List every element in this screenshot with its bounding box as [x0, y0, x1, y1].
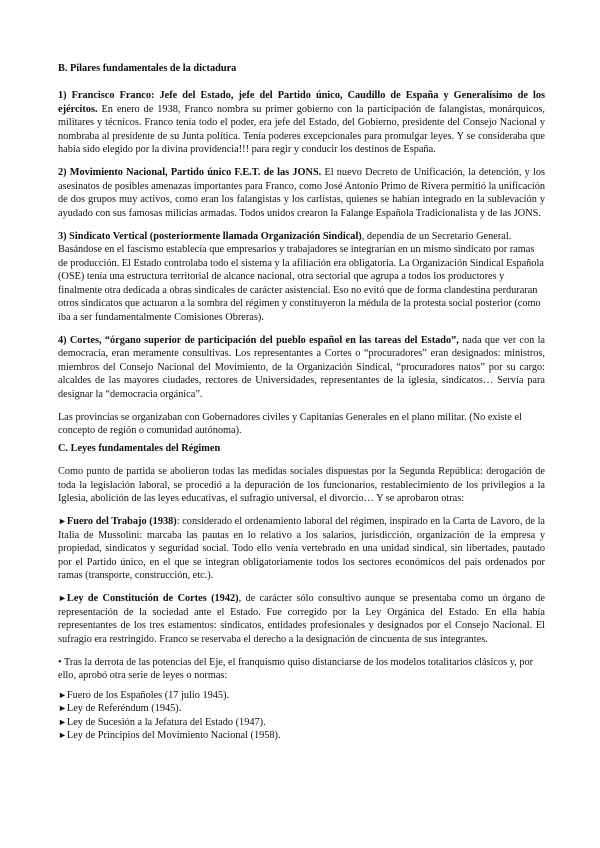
- pillar-franco-body: En enero de 1938, Franco nombra su primer gobierno con la participación de falangistas, monárquicos, militares y técnicos. Franco tenía todo el poder, era jefe del Estado, del Gobierno, presidente del Consejo Nacional y nombraba al presidente de su Junta política. Tenía poderes excepcionales para promulgar leyes. Y se consideraba que había sido elegido por la divina providencia!!! para regir y conducir los destinos de España.: [58, 103, 545, 156]
- law-fuero-trabajo-body: : considerado el ordenamiento laboral del régimen, inspirado en la Carta de Lavoro, de la Italia de Mussolini: marcaba las pautas en lo relativo a los salarios, jurisdicción, organización de la empresa y propiedad, sindicatos y seguridad social. Todo ello venía vertebrado en una unidad sindical, sin libertades, pautado por el Partido único, en el que se integran obligatoriamente todos los sectores económicos del país ordenados por ramas (transporte, construcción, etc.).: [58, 516, 545, 581]
- law-cortes-title: Ley de Constitución de Cortes (1942): [66, 593, 239, 605]
- list-item-text: Fuero de los Españoles (17 julio 1945).: [66, 689, 230, 701]
- list-item-text: Ley de Principios del Movimiento Nacional (1958).: [66, 730, 281, 742]
- later-laws-list: [58, 689, 545, 743]
- law-cortes-body: , de carácter sólo consultivo aunque se presentaba como un órgano de representación de la sociedad ante el Estado. Fue corregido por la Ley Orgánica del Estado. En ella había representantes de los tres estamentos: sindicatos, entidades profesionales y designados por el Consejo Nacional. El sufragio era restringido. Franco se reservaba el derecho a la designación de cincuenta de sus integrantes.: [58, 593, 546, 645]
- arrow-marker-icon: ►: [58, 716, 67, 727]
- list-item: [58, 729, 545, 742]
- pillar-movimiento-title: 2) Movimiento Nacional, Partido único F.E.T. de las JONS.: [58, 167, 322, 179]
- pillar-franco: [58, 89, 545, 156]
- list-item-text: Ley de Referéndum (1945).: [66, 703, 182, 715]
- arrow-marker-icon: ►: [58, 730, 67, 741]
- document-page: [58, 62, 545, 742]
- section-b-heading: B. Pilares fundamentales de la dictadura: [58, 63, 237, 74]
- pillar-cortes-body: nada que ver con la democracia, eran meramente consultivas. Los representantes a Cortes o “procuradores” eran designados: ministros, miembros del Consejo Nacional del Movimiento, de la Organización Sindical, “procuradores natos” por su cargo: alcaldes de las mayores ciudades, rectores de Universidades, representantes de la iglesia, sindicatos… Servía para designar la “democracia orgánica”.: [58, 334, 545, 400]
- pillar-sindicato-body: , dependía de un Secretario General. Basándose en el fascismo establecía que empresarios y trabajadores se integrarían en un mismo sindicato por ramas de producción. El Estado controlaba todo el sistema y la afiliación era obligatoria. La Organización Sindical Española (OSE) tenía una estructura territorial de alcance nacional, otra sectorial que agrupa a todos los productores y finalmente otra dedicada a obras sindicales de carácter asistencial. Eso no evitó que de forma clandestina perduraran otros sindicatos que actuaron a la sombra del régimen y constituyeron la médula de la protesta social posterior (como iba a ser fundamentalmente Comisiones Obreras).: [58, 231, 544, 323]
- provinces-note: Las provincias se organizaban con Gobernadores civiles y Capitanías Generales en el plano militar. (No existe el concepto de región o comunidad autónoma).: [58, 411, 522, 437]
- pillar-movimiento-body: El nuevo Decreto de Unificación, la detención, y los asesinatos de posibles amenazas importantes para Franco, como José Antonio Primo de Rivera permitió la unificación de dos grupos muy activos, como eran los falangistas y los carlistas, quienes se habían integrado en la sublevación y ayudado con sus famosas milicias armadas. Todos unidos crearon la Falange Española Tradicionalista y de las JONS.: [58, 167, 545, 219]
- arrow-marker-icon: ►: [58, 516, 67, 527]
- arrow-marker-icon: ►: [58, 593, 67, 604]
- law-fuero-trabajo-title: Fuero del Trabajo (1938): [66, 516, 177, 528]
- section-c-intro: Como punto de partida se abolieron todas las medidas sociales dispuestas por la Segunda República: derogación de toda la legislación laboral, se procedió a la depuración de los funcionarios, restablecimiento de los privilegios a la Iglesia, abolición de las leyes educativas, el sufragio universal, el divorcio… Y se aprobaron otras:: [58, 466, 545, 504]
- list-item: [58, 716, 545, 729]
- pillar-cortes: [58, 334, 545, 401]
- pillar-movimiento: [58, 166, 545, 220]
- pillar-franco-title: 1) Francisco Franco: Jefe del Estado, jefe del Partido único, Caudillo de España y Generalísimo de los ejércitos.: [58, 90, 545, 115]
- postwar-note: • Tras la derrota de las potencias del Eje, el franquismo quiso distanciarse de los modelos totalitarios clásicos y, por ello, aprobó otra serie de leyes o normas:: [58, 657, 534, 682]
- pillar-sindicato-title: 3) Sindicato Vertical (posteriormente llamada Organización Sindical): [58, 231, 362, 243]
- list-item-text: Ley de Sucesión a la Jefatura del Estado (1947).: [66, 716, 266, 728]
- list-item: [58, 689, 545, 702]
- law-fuero-trabajo: [58, 515, 545, 582]
- section-c-heading: C. Leyes fundamentales del Régimen: [58, 442, 221, 454]
- list-item: [58, 702, 545, 715]
- arrow-marker-icon: ►: [58, 689, 67, 700]
- law-cortes: [58, 592, 545, 646]
- arrow-marker-icon: ►: [58, 703, 67, 714]
- pillar-sindicato: [58, 230, 545, 324]
- pillar-cortes-title: 4) Cortes, “órgano superior de participación del pueblo español en las tareas del Estado”,: [58, 334, 459, 346]
